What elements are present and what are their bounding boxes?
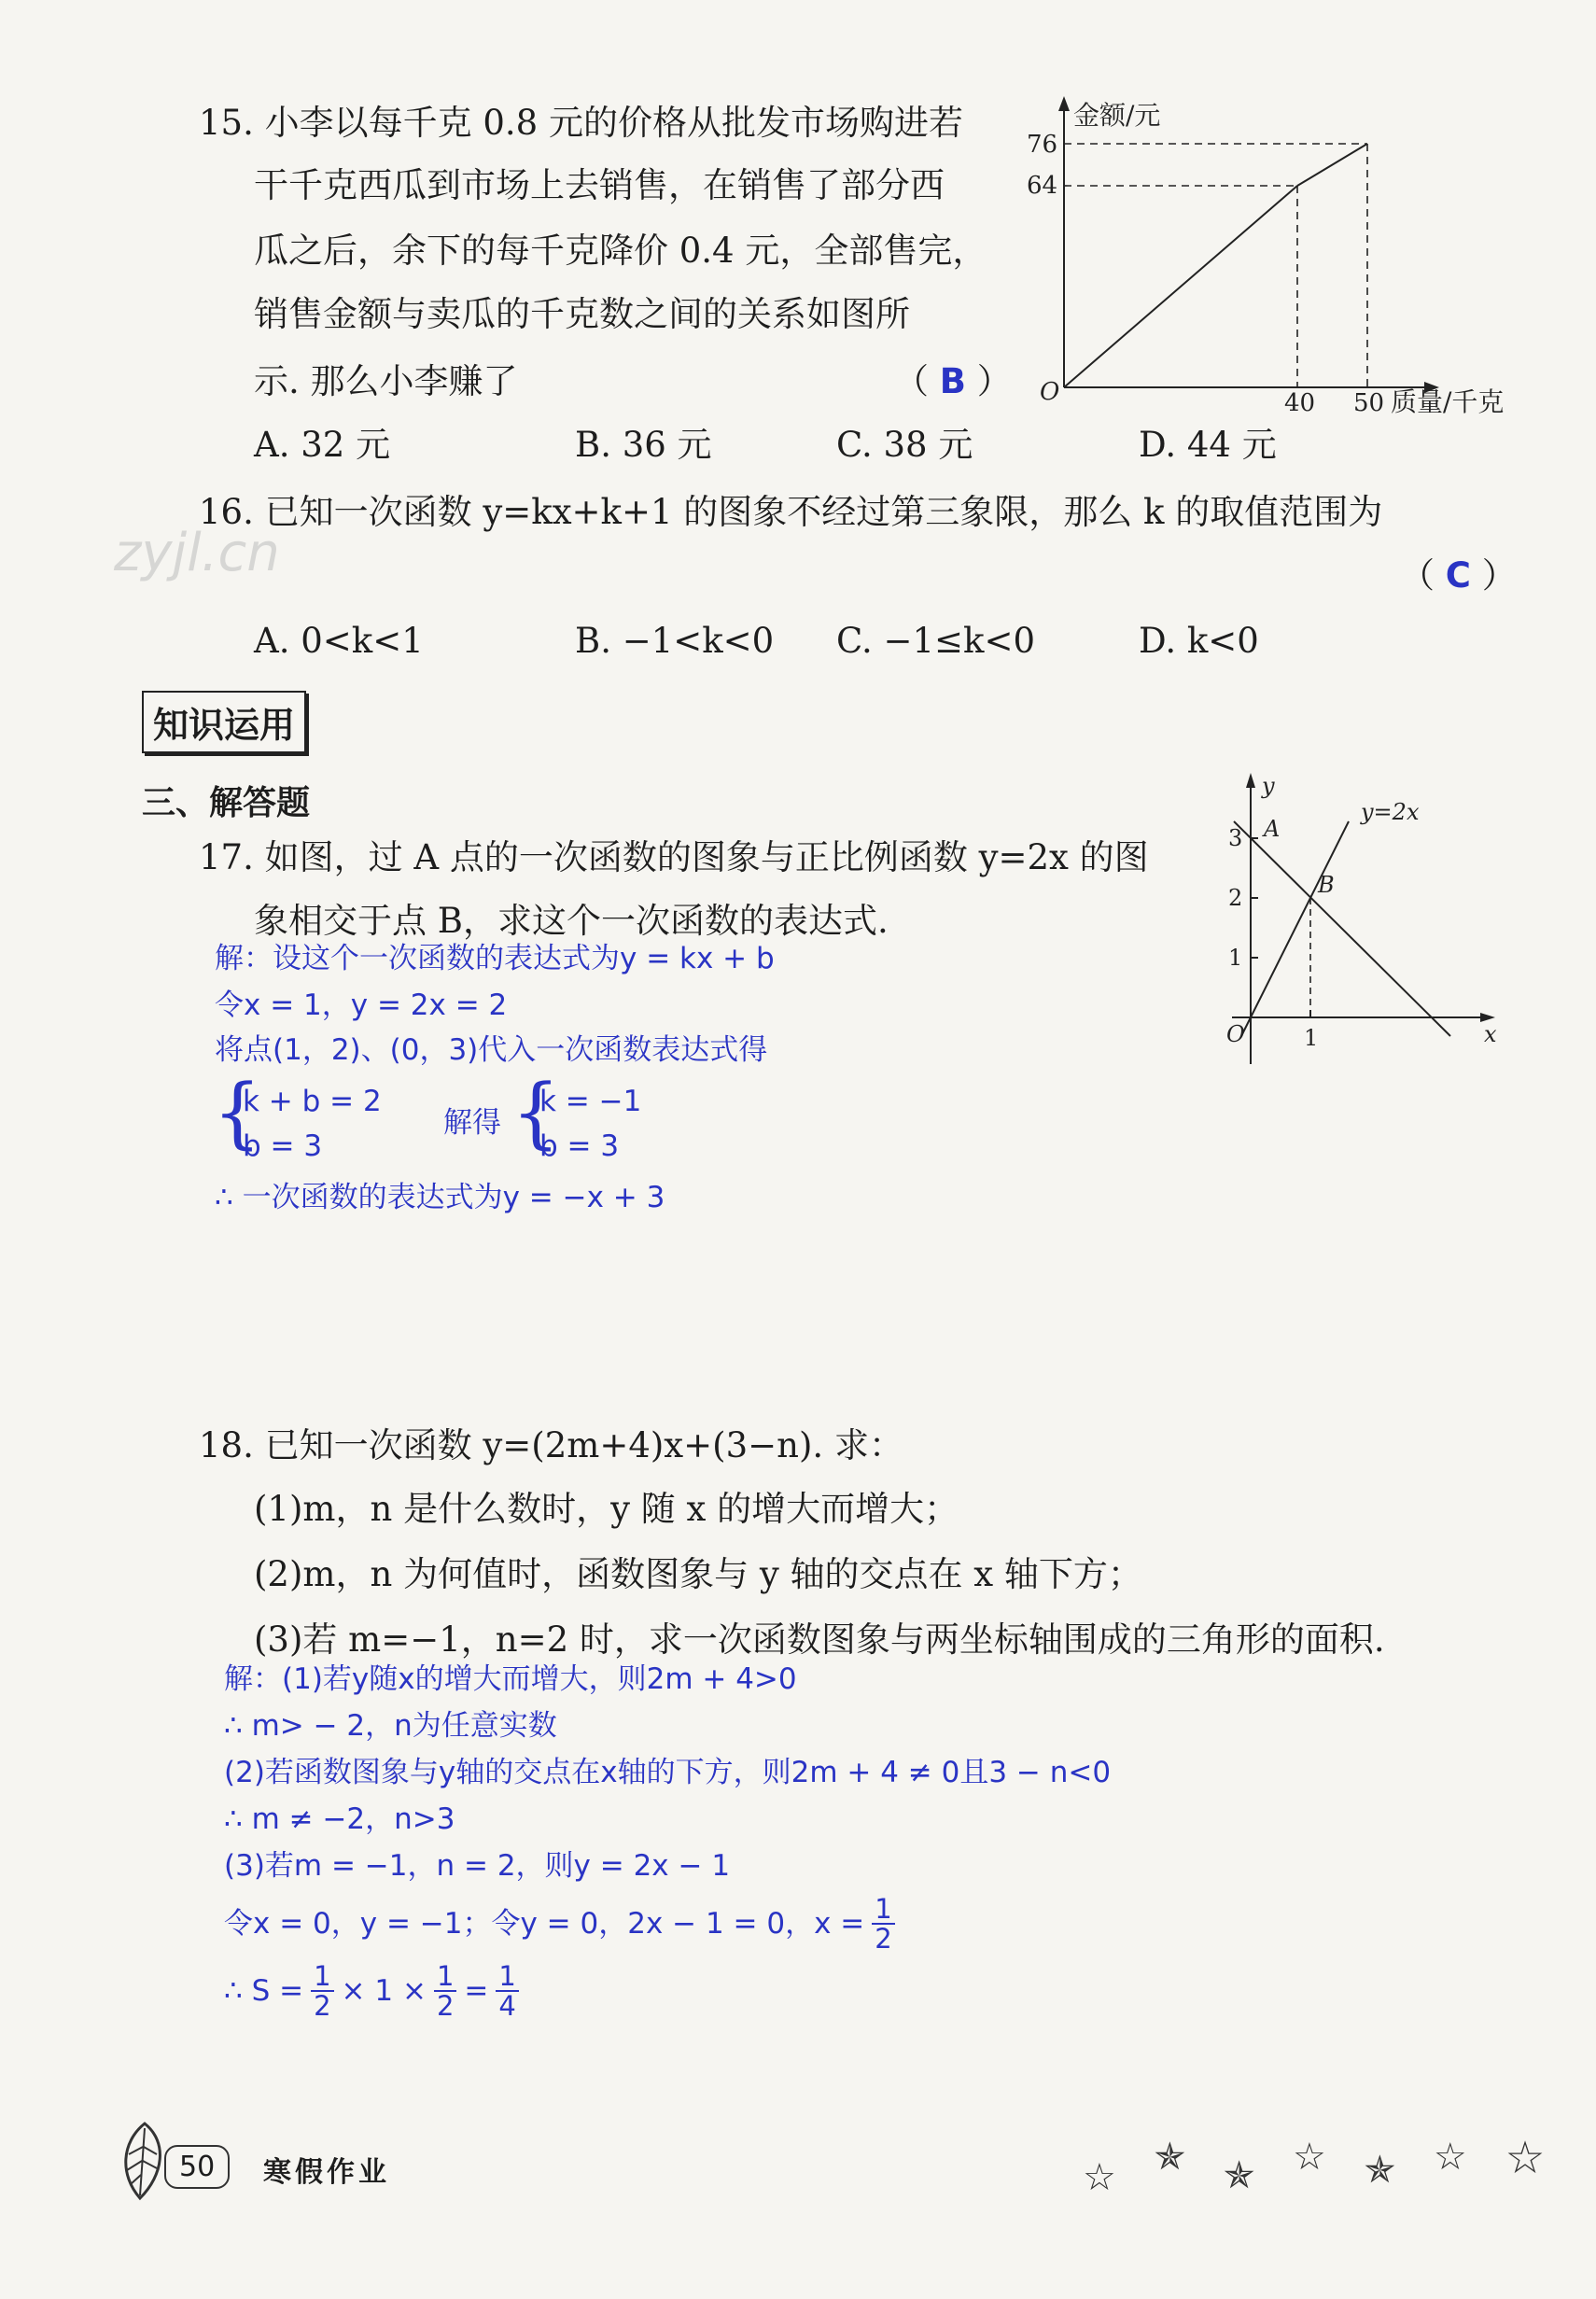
star-icon: ✯ xyxy=(1223,2154,1255,2197)
star-icon: ✯ xyxy=(1364,2149,1396,2192)
q18-solution-line-7: ∴ S = $\frac{1}{2}$ × 1 × $\frac{1}{2}$ = $\frac{1}{4}$ xyxy=(224,1962,519,2021)
star-icon: ☆ xyxy=(1083,2156,1116,2199)
q17-y-tick-2: 2 xyxy=(1228,885,1243,911)
q15-graph xyxy=(1027,89,1521,425)
q17-origin: O xyxy=(1226,1021,1245,1047)
q15-answer: B xyxy=(939,361,966,401)
q18-stem: 18. 已知一次函数 y=(2m+4)x+(3−n). 求： xyxy=(199,1425,903,1465)
q17-system-brace-1: { xyxy=(213,1069,262,1157)
q17-system-brace-2: { xyxy=(511,1069,561,1157)
q17-system-2-eq-a: k = −1 xyxy=(539,1085,642,1118)
q17-point-b: B xyxy=(1318,872,1335,898)
q15-line-segment-2 xyxy=(1297,144,1367,186)
star-icon: ☆ xyxy=(1433,2136,1467,2179)
q18-fraction-2: $\frac{1}{2}$ xyxy=(434,1962,456,2021)
q17-line-y-2x xyxy=(1241,821,1349,1036)
q16-answer: C xyxy=(1445,555,1471,596)
q17-line-2: 象相交于点 B，求这个一次函数的表达式. xyxy=(254,901,889,941)
q15-line-4: 销售金额与卖瓜的千克数之间的关系如图所 xyxy=(254,294,910,334)
q18-part-2: (2)m，n 为何值时，函数图象与 y 轴的交点在 x 轴下方； xyxy=(254,1554,1142,1594)
q15-line-2: 干千克西瓜到市场上去销售，在销售了部分西 xyxy=(254,165,945,205)
watermark: zyjl.cn xyxy=(114,523,280,583)
q15-answer-paren: （ B ） xyxy=(894,361,1012,401)
q17-graph xyxy=(1213,765,1521,1073)
q16-option-a: A. 0<k<1 xyxy=(254,621,424,661)
q16-stem: 16. 已知一次函数 y=kx+k+1 的图象不经过第三象限，那么 k 的取值范围为 xyxy=(199,492,1383,532)
q17-point-a: A xyxy=(1264,816,1281,842)
q18-solution-line-2: ∴ m> − 2，n为任意实数 xyxy=(224,1709,557,1743)
q15-y-label: 金额/元 xyxy=(1073,100,1161,131)
star-icon: ✯ xyxy=(1154,2136,1186,2179)
q15-option-a: A. 32 元 xyxy=(254,425,391,465)
q15-option-d: D. 44 元 xyxy=(1139,425,1277,465)
q17-line-1: 17. 如图，过 A 点的一次函数的图象与正比例函数 y=2x 的图 xyxy=(199,837,1149,877)
q17-system-1-eq-b: b = 3 xyxy=(243,1129,323,1163)
q15-x-label: 质量/千克 xyxy=(1391,386,1505,417)
q16-answer-paren: （ C ） xyxy=(1400,555,1517,596)
q15-origin: O xyxy=(1040,378,1060,406)
q17-system-1-eq-a: k + b = 2 xyxy=(243,1085,382,1118)
q18-solution-line-5: (3)若m = −1，n = 2，则y = 2x − 1 xyxy=(224,1849,731,1883)
q17-x-label: x xyxy=(1484,1021,1497,1047)
q15-line-segment-1 xyxy=(1064,186,1297,387)
q16-option-d: D. k<0 xyxy=(1139,621,1259,661)
q17-x-tick-1: 1 xyxy=(1304,1025,1319,1051)
q17-solution-line-1: 解：设这个一次函数的表达式为y = kx + b xyxy=(215,942,775,975)
section-heading: 三、解答题 xyxy=(142,784,311,822)
q15-line-3: 瓜之后，余下的每千克降价 0.4 元，全部售完， xyxy=(254,231,987,271)
q17-y-label: y xyxy=(1262,773,1275,799)
footer-stars xyxy=(1083,2128,1546,2199)
star-icon: ☆ xyxy=(1293,2136,1326,2179)
q15-line-1: 15. 小李以每千克 0.8 元的价格从批发市场购进若 xyxy=(199,103,963,143)
q18-fraction-x: $\frac{1}{2}$ xyxy=(872,1895,894,1954)
q18-solution-line-6: 令x = 0，y = −1；令y = 0，2x − 1 = 0，x = $\frac{1}{2}$ xyxy=(224,1895,895,1954)
q18-part-1: (1)m，n 是什么数时，y 随 x 的增大而增大； xyxy=(254,1489,959,1529)
q17-solution-line-3: 将点(1，2)、(0，3)代入一次函数表达式得 xyxy=(215,1033,768,1067)
q18-solution-line-1: 解：(1)若y随x的增大而增大，则2m + 4>0 xyxy=(224,1662,797,1696)
q18-fraction-3: $\frac{1}{4}$ xyxy=(496,1962,518,2021)
q17-y-tick-3: 3 xyxy=(1228,825,1243,851)
footer-title: 寒假作业 xyxy=(263,2156,390,2189)
q18-solution-line-4: ∴ m ≠ −2，n>3 xyxy=(224,1802,455,1836)
q15-line-5: 示. 那么小李赚了 xyxy=(254,361,518,401)
q15-y-tick-64: 64 xyxy=(1027,172,1058,200)
q18-part-3: (3)若 m=−1，n=2 时，求一次函数图象与两坐标轴围成的三角形的面积. xyxy=(254,1619,1385,1660)
q17-y-tick-1: 1 xyxy=(1228,945,1243,971)
q18-fraction-1: $\frac{1}{2}$ xyxy=(311,1962,333,2021)
q17-system-2-eq-b: b = 3 xyxy=(539,1129,620,1163)
q15-y-tick-76: 76 xyxy=(1027,131,1058,159)
q17-line-label: y=2x xyxy=(1361,799,1420,825)
q16-option-c: C. −1≤k<0 xyxy=(836,621,1036,661)
q17-solution-conclusion: ∴ 一次函数的表达式为y = −x + 3 xyxy=(215,1181,665,1214)
star-icon: ☆ xyxy=(1505,2132,1546,2184)
q15-x-tick-40: 40 xyxy=(1284,389,1316,417)
q17-solution-line-2: 令x = 1，y = 2x = 2 xyxy=(215,988,508,1022)
q16-option-b: B. −1<k<0 xyxy=(575,621,775,661)
q15-option-c: C. 38 元 xyxy=(836,425,973,465)
q17-line-ab xyxy=(1234,821,1450,1036)
q15-option-b: B. 36 元 xyxy=(575,425,712,465)
section-title-box: 知识运用 xyxy=(142,691,306,753)
q18-solution-line-3: (2)若函数图象与y轴的交点在x轴的下方，则2m + 4 ≠ 0且3 − n<0 xyxy=(224,1756,1112,1789)
page-number: 50 xyxy=(164,2145,230,2189)
q15-x-tick-50: 50 xyxy=(1353,389,1385,417)
q17-solve-word: 解得 xyxy=(443,1106,501,1140)
